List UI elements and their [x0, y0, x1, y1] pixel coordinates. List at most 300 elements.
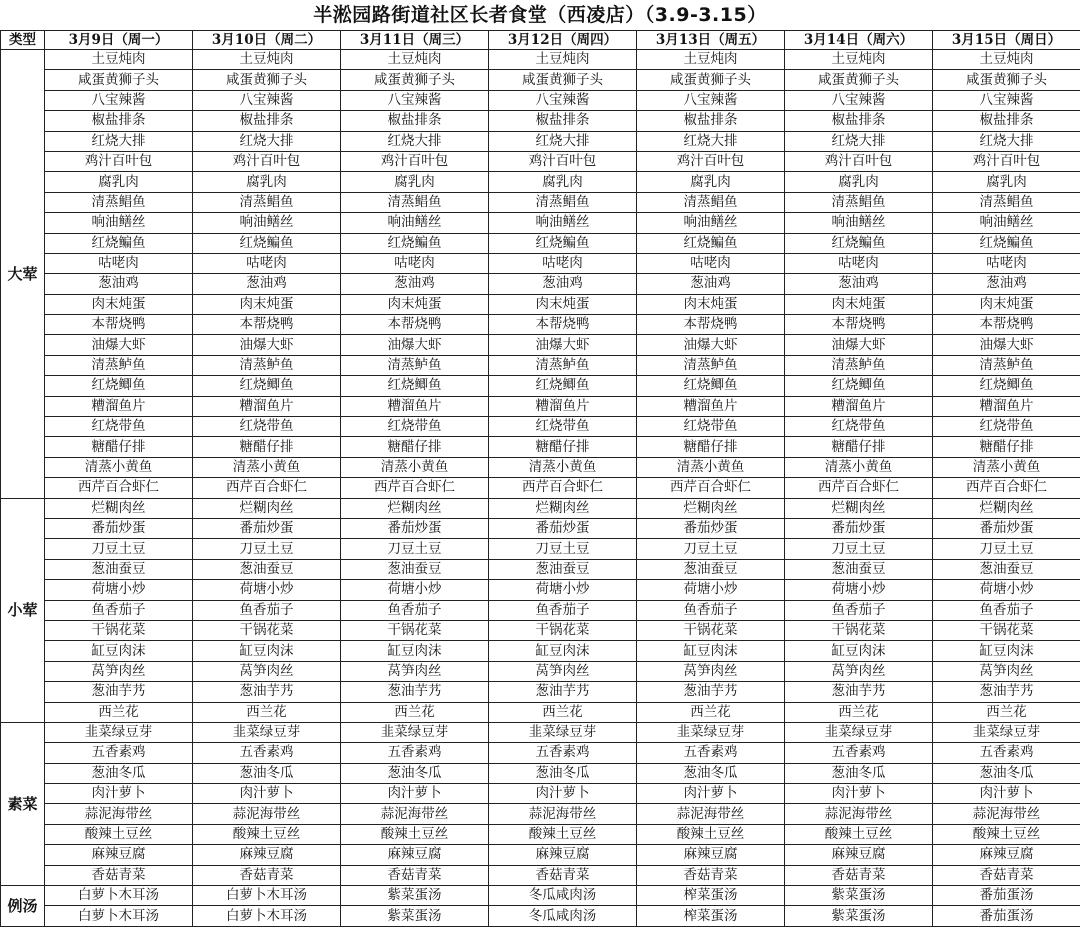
dish-cell: 肉末炖蛋: [489, 294, 637, 314]
dish-cell: 鸡汁百叶包: [933, 151, 1080, 171]
dish-cell: 蒜泥海带丝: [341, 804, 489, 824]
category-cell: 小荤: [1, 498, 45, 722]
dish-cell: 清蒸鲳鱼: [933, 192, 1080, 212]
dish-cell: 红烧鳊鱼: [45, 233, 193, 253]
dish-cell: 咕咾肉: [489, 253, 637, 273]
dish-cell: 五香素鸡: [341, 743, 489, 763]
dish-cell: 红烧鳊鱼: [785, 233, 933, 253]
dish-cell: 鸡汁百叶包: [341, 151, 489, 171]
table-row: [1, 702, 1080, 722]
dish-cell: 红烧带鱼: [785, 417, 933, 437]
dish-cell: 八宝辣酱: [45, 90, 193, 110]
dish-cell: 肉末炖蛋: [785, 294, 933, 314]
dish-cell: 腐乳肉: [193, 172, 341, 192]
dish-cell: 麻辣豆腐: [785, 845, 933, 865]
header-day: 3月10日（周二）: [193, 31, 341, 50]
dish-cell: 咸蛋黄狮子头: [193, 70, 341, 90]
dish-cell: 香菇青菜: [489, 865, 637, 885]
dish-cell: 油爆大虾: [341, 335, 489, 355]
category-cell: 例汤: [1, 886, 45, 927]
dish-cell: 蒜泥海带丝: [785, 804, 933, 824]
dish-cell: 清蒸鲈鱼: [45, 355, 193, 375]
table-row: [1, 151, 1080, 171]
dish-cell: 番茄炒蛋: [45, 518, 193, 538]
dish-cell: 香菇青菜: [341, 865, 489, 885]
table-row: [1, 886, 1080, 906]
dish-cell: 椒盐排条: [489, 111, 637, 131]
dish-cell: 糟溜鱼片: [341, 396, 489, 416]
dish-cell: 咕咾肉: [785, 253, 933, 273]
dish-cell: 缸豆肉沫: [785, 641, 933, 661]
dish-cell: 缸豆肉沫: [933, 641, 1080, 661]
dish-cell: 红烧大排: [45, 131, 193, 151]
table-row: [1, 845, 1080, 865]
dish-cell: 葱油芋艿: [193, 682, 341, 702]
dish-cell: 肉汁萝卜: [933, 784, 1080, 804]
header-row: [1, 31, 1080, 50]
dish-cell: 西兰花: [637, 702, 785, 722]
dish-cell: 西兰花: [341, 702, 489, 722]
dish-cell: 蒜泥海带丝: [637, 804, 785, 824]
dish-cell: 红烧鲫鱼: [193, 376, 341, 396]
table-row: [1, 213, 1080, 233]
dish-cell: 八宝辣酱: [933, 90, 1080, 110]
dish-cell: 蒜泥海带丝: [489, 804, 637, 824]
dish-cell: 八宝辣酱: [341, 90, 489, 110]
dish-cell: 肉汁萝卜: [785, 784, 933, 804]
table-row: [1, 661, 1080, 681]
dish-cell: 鱼香茄子: [933, 600, 1080, 620]
dish-cell: 紫菜蛋汤: [785, 906, 933, 926]
dish-cell: 五香素鸡: [45, 743, 193, 763]
dish-cell: 蒜泥海带丝: [45, 804, 193, 824]
dish-cell: 鱼香茄子: [637, 600, 785, 620]
dish-cell: 荷塘小炒: [637, 580, 785, 600]
page-title: 半淞园路街道社区长者食堂（西凌店）（3.9-3.15）: [313, 4, 767, 26]
dish-cell: 白萝卜木耳汤: [45, 886, 193, 906]
dish-cell: 腐乳肉: [341, 172, 489, 192]
dish-cell: 清蒸小黄鱼: [785, 457, 933, 477]
dish-cell: 腐乳肉: [933, 172, 1080, 192]
dish-cell: 红烧鲫鱼: [933, 376, 1080, 396]
dish-cell: 葱油蚕豆: [933, 559, 1080, 579]
dish-cell: 麻辣豆腐: [193, 845, 341, 865]
table-row: [1, 274, 1080, 294]
dish-cell: 香菇青菜: [933, 865, 1080, 885]
dish-cell: 番茄炒蛋: [489, 518, 637, 538]
dish-cell: 椒盐排条: [933, 111, 1080, 131]
dish-cell: 清蒸小黄鱼: [489, 457, 637, 477]
table-row: [1, 518, 1080, 538]
dish-cell: 莴笋肉丝: [341, 661, 489, 681]
dish-cell: 油爆大虾: [489, 335, 637, 355]
dish-cell: 韭菜绿豆芽: [637, 722, 785, 742]
table-row: [1, 417, 1080, 437]
dish-cell: 蒜泥海带丝: [933, 804, 1080, 824]
dish-cell: 本帮烧鸭: [45, 315, 193, 335]
dish-cell: 红烧鲫鱼: [45, 376, 193, 396]
dish-cell: 八宝辣酱: [489, 90, 637, 110]
dish-cell: 鸡汁百叶包: [637, 151, 785, 171]
dish-cell: 番茄炒蛋: [785, 518, 933, 538]
dish-cell: 刀豆土豆: [933, 539, 1080, 559]
dish-cell: 葱油蚕豆: [341, 559, 489, 579]
dish-cell: 腐乳肉: [489, 172, 637, 192]
dish-cell: 葱油芋艿: [45, 682, 193, 702]
dish-cell: 土豆炖肉: [341, 50, 489, 70]
dish-cell: 葱油冬瓜: [489, 763, 637, 783]
dish-cell: 莴笋肉丝: [637, 661, 785, 681]
dish-cell: 咸蛋黄狮子头: [785, 70, 933, 90]
dish-cell: 糟溜鱼片: [489, 396, 637, 416]
dish-cell: 响油鳝丝: [933, 213, 1080, 233]
dish-cell: 葱油鸡: [341, 274, 489, 294]
dish-cell: 土豆炖肉: [45, 50, 193, 70]
dish-cell: 西兰花: [489, 702, 637, 722]
dish-cell: 烂糊肉丝: [45, 498, 193, 518]
dish-cell: 本帮烧鸭: [193, 315, 341, 335]
dish-cell: 红烧鲫鱼: [785, 376, 933, 396]
dish-cell: 糟溜鱼片: [933, 396, 1080, 416]
dish-cell: 肉末炖蛋: [341, 294, 489, 314]
table-row: [1, 233, 1080, 253]
dish-cell: 白萝卜木耳汤: [193, 906, 341, 926]
dish-cell: 椒盐排条: [45, 111, 193, 131]
dish-cell: 清蒸鲈鱼: [637, 355, 785, 375]
dish-cell: 红烧大排: [637, 131, 785, 151]
dish-cell: 咸蛋黄狮子头: [933, 70, 1080, 90]
dish-cell: 冬瓜咸肉汤: [489, 906, 637, 926]
dish-cell: 响油鳝丝: [341, 213, 489, 233]
table-row: [1, 784, 1080, 804]
dish-cell: 红烧鲫鱼: [489, 376, 637, 396]
dish-cell: 葱油蚕豆: [785, 559, 933, 579]
dish-cell: 莴笋肉丝: [193, 661, 341, 681]
dish-cell: 红烧带鱼: [637, 417, 785, 437]
dish-cell: 刀豆土豆: [45, 539, 193, 559]
dish-cell: 腐乳肉: [45, 172, 193, 192]
dish-cell: 油爆大虾: [637, 335, 785, 355]
dish-cell: 酸辣土豆丝: [341, 824, 489, 844]
dish-cell: 冬瓜咸肉汤: [489, 886, 637, 906]
dish-cell: 酸辣土豆丝: [489, 824, 637, 844]
dish-cell: 韭菜绿豆芽: [489, 722, 637, 742]
dish-cell: 紫菜蛋汤: [341, 886, 489, 906]
dish-cell: 五香素鸡: [489, 743, 637, 763]
dish-cell: 响油鳝丝: [45, 213, 193, 233]
dish-cell: 肉汁萝卜: [637, 784, 785, 804]
dish-cell: 烂糊肉丝: [341, 498, 489, 518]
dish-cell: 椒盐排条: [341, 111, 489, 131]
dish-cell: 清蒸鲈鱼: [785, 355, 933, 375]
dish-cell: 八宝辣酱: [785, 90, 933, 110]
table-row: [1, 824, 1080, 844]
dish-cell: 白萝卜木耳汤: [193, 886, 341, 906]
dish-cell: 韭菜绿豆芽: [45, 722, 193, 742]
dish-cell: 荷塘小炒: [45, 580, 193, 600]
dish-cell: 红烧鳊鱼: [489, 233, 637, 253]
table-row: [1, 600, 1080, 620]
dish-cell: 白萝卜木耳汤: [45, 906, 193, 926]
dish-cell: 红烧大排: [785, 131, 933, 151]
dish-cell: 西芹百合虾仁: [785, 478, 933, 498]
header-day: 3月12日（周四）: [489, 31, 637, 50]
dish-cell: 刀豆土豆: [785, 539, 933, 559]
table-row: [1, 763, 1080, 783]
dish-cell: 糟溜鱼片: [193, 396, 341, 416]
header-day: 3月14日（周六）: [785, 31, 933, 50]
dish-cell: 土豆炖肉: [933, 50, 1080, 70]
dish-cell: 西兰花: [45, 702, 193, 722]
dish-cell: 清蒸鲳鱼: [193, 192, 341, 212]
header-day: 3月13日（周五）: [637, 31, 785, 50]
dish-cell: 糖醋仔排: [933, 437, 1080, 457]
dish-cell: 香菇青菜: [785, 865, 933, 885]
dish-cell: 葱油芋艿: [933, 682, 1080, 702]
dish-cell: 鱼香茄子: [45, 600, 193, 620]
dish-cell: 刀豆土豆: [193, 539, 341, 559]
dish-cell: 葱油鸡: [489, 274, 637, 294]
dish-cell: 莴笋肉丝: [45, 661, 193, 681]
dish-cell: 紫菜蛋汤: [785, 886, 933, 906]
dish-cell: 糖醋仔排: [193, 437, 341, 457]
dish-cell: 干锅花菜: [489, 620, 637, 640]
dish-cell: 油爆大虾: [45, 335, 193, 355]
dish-cell: 番茄炒蛋: [933, 518, 1080, 538]
dish-cell: 麻辣豆腐: [45, 845, 193, 865]
dish-cell: 红烧大排: [933, 131, 1080, 151]
dish-cell: 烂糊肉丝: [785, 498, 933, 518]
table-row: [1, 559, 1080, 579]
dish-cell: 刀豆土豆: [489, 539, 637, 559]
dish-cell: 咕咾肉: [933, 253, 1080, 273]
dish-cell: 红烧鲫鱼: [637, 376, 785, 396]
menu-table: [0, 30, 1080, 927]
dish-cell: 清蒸鲳鱼: [489, 192, 637, 212]
table-row: [1, 457, 1080, 477]
table-row: [1, 70, 1080, 90]
dish-cell: 番茄炒蛋: [193, 518, 341, 538]
dish-cell: 清蒸小黄鱼: [193, 457, 341, 477]
dish-cell: 烂糊肉丝: [193, 498, 341, 518]
dish-cell: 番茄炒蛋: [637, 518, 785, 538]
dish-cell: 西兰花: [193, 702, 341, 722]
dish-cell: 西芹百合虾仁: [489, 478, 637, 498]
dish-cell: 土豆炖肉: [637, 50, 785, 70]
dish-cell: 酸辣土豆丝: [637, 824, 785, 844]
dish-cell: 葱油鸡: [785, 274, 933, 294]
table-row: [1, 682, 1080, 702]
dish-cell: 蒜泥海带丝: [193, 804, 341, 824]
dish-cell: 烂糊肉丝: [489, 498, 637, 518]
dish-cell: 咸蛋黄狮子头: [637, 70, 785, 90]
dish-cell: 腐乳肉: [637, 172, 785, 192]
dish-cell: 番茄炒蛋: [341, 518, 489, 538]
dish-cell: 红烧大排: [193, 131, 341, 151]
dish-cell: 清蒸鲈鱼: [933, 355, 1080, 375]
dish-cell: 清蒸鲈鱼: [341, 355, 489, 375]
dish-cell: 葱油冬瓜: [193, 763, 341, 783]
dish-cell: 酸辣土豆丝: [193, 824, 341, 844]
dish-cell: 响油鳝丝: [637, 213, 785, 233]
header-type: 类型: [1, 31, 45, 50]
dish-cell: 葱油冬瓜: [785, 763, 933, 783]
dish-cell: 椒盐排条: [785, 111, 933, 131]
dish-cell: 油爆大虾: [785, 335, 933, 355]
dish-cell: 葱油冬瓜: [341, 763, 489, 783]
dish-cell: 鱼香茄子: [193, 600, 341, 620]
dish-cell: 糖醋仔排: [637, 437, 785, 457]
header-day: 3月11日（周三）: [341, 31, 489, 50]
category-cell: 素菜: [1, 722, 45, 885]
dish-cell: 响油鳝丝: [489, 213, 637, 233]
table-row: [1, 478, 1080, 498]
dish-cell: 干锅花菜: [193, 620, 341, 640]
dish-cell: 莴笋肉丝: [785, 661, 933, 681]
dish-cell: 肉末炖蛋: [933, 294, 1080, 314]
dish-cell: 肉末炖蛋: [193, 294, 341, 314]
table-row: [1, 172, 1080, 192]
dish-cell: 肉汁萝卜: [341, 784, 489, 804]
dish-cell: 刀豆土豆: [341, 539, 489, 559]
dish-cell: 葱油芋艿: [489, 682, 637, 702]
table-row: [1, 580, 1080, 600]
table-row: [1, 722, 1080, 742]
dish-cell: 鸡汁百叶包: [785, 151, 933, 171]
dish-cell: 糖醋仔排: [489, 437, 637, 457]
dish-cell: 红烧带鱼: [193, 417, 341, 437]
dish-cell: 荷塘小炒: [933, 580, 1080, 600]
table-row: [1, 906, 1080, 926]
dish-cell: 土豆炖肉: [489, 50, 637, 70]
dish-cell: 缸豆肉沫: [45, 641, 193, 661]
dish-cell: 干锅花菜: [637, 620, 785, 640]
dish-cell: 糟溜鱼片: [785, 396, 933, 416]
dish-cell: 咕咾肉: [637, 253, 785, 273]
dish-cell: 荷塘小炒: [489, 580, 637, 600]
dish-cell: 椒盐排条: [193, 111, 341, 131]
table-row: [1, 90, 1080, 110]
dish-cell: 干锅花菜: [341, 620, 489, 640]
dish-cell: 荷塘小炒: [193, 580, 341, 600]
table-row: [1, 376, 1080, 396]
dish-cell: 咸蛋黄狮子头: [489, 70, 637, 90]
table-row: [1, 355, 1080, 375]
dish-cell: 荷塘小炒: [341, 580, 489, 600]
header-day: 3月15日（周日）: [933, 31, 1080, 50]
dish-cell: 五香素鸡: [637, 743, 785, 763]
dish-cell: 红烧带鱼: [489, 417, 637, 437]
dish-cell: 红烧鳊鱼: [637, 233, 785, 253]
dish-cell: 清蒸鲳鱼: [45, 192, 193, 212]
dish-cell: 八宝辣酱: [637, 90, 785, 110]
dish-cell: 八宝辣酱: [193, 90, 341, 110]
dish-cell: 西芹百合虾仁: [193, 478, 341, 498]
dish-cell: 清蒸鲳鱼: [637, 192, 785, 212]
category-cell: 大荤: [1, 50, 45, 499]
dish-cell: 烂糊肉丝: [933, 498, 1080, 518]
dish-cell: 缸豆肉沫: [637, 641, 785, 661]
table-row: [1, 50, 1080, 70]
dish-cell: 清蒸鲳鱼: [341, 192, 489, 212]
dish-cell: 清蒸鲈鱼: [193, 355, 341, 375]
dish-cell: 清蒸小黄鱼: [637, 457, 785, 477]
dish-cell: 肉末炖蛋: [637, 294, 785, 314]
dish-cell: 腐乳肉: [785, 172, 933, 192]
dish-cell: 鱼香茄子: [785, 600, 933, 620]
dish-cell: 咕咾肉: [341, 253, 489, 273]
dish-cell: 西芹百合虾仁: [933, 478, 1080, 498]
dish-cell: 糖醋仔排: [785, 437, 933, 457]
dish-cell: 韭菜绿豆芽: [933, 722, 1080, 742]
dish-cell: 烂糊肉丝: [637, 498, 785, 518]
dish-cell: 紫菜蛋汤: [341, 906, 489, 926]
table-row: [1, 315, 1080, 335]
dish-cell: 鱼香茄子: [489, 600, 637, 620]
dish-cell: 红烧鳊鱼: [341, 233, 489, 253]
dish-cell: 干锅花菜: [785, 620, 933, 640]
dish-cell: 西芹百合虾仁: [45, 478, 193, 498]
dish-cell: 红烧大排: [341, 131, 489, 151]
dish-cell: 本帮烧鸭: [933, 315, 1080, 335]
dish-cell: 西兰花: [933, 702, 1080, 722]
dish-cell: 清蒸小黄鱼: [45, 457, 193, 477]
dish-cell: 肉汁萝卜: [489, 784, 637, 804]
dish-cell: 清蒸小黄鱼: [933, 457, 1080, 477]
dish-cell: 油爆大虾: [933, 335, 1080, 355]
dish-cell: 韭菜绿豆芽: [193, 722, 341, 742]
dish-cell: 韭菜绿豆芽: [341, 722, 489, 742]
dish-cell: 肉汁萝卜: [45, 784, 193, 804]
dish-cell: 糟溜鱼片: [637, 396, 785, 416]
dish-cell: 榨菜蛋汤: [637, 886, 785, 906]
dish-cell: 葱油冬瓜: [637, 763, 785, 783]
dish-cell: 葱油蚕豆: [45, 559, 193, 579]
dish-cell: 葱油蚕豆: [637, 559, 785, 579]
table-row: [1, 539, 1080, 559]
dish-cell: 葱油蚕豆: [193, 559, 341, 579]
dish-cell: 酸辣土豆丝: [45, 824, 193, 844]
dish-cell: 清蒸小黄鱼: [341, 457, 489, 477]
dish-cell: 葱油鸡: [933, 274, 1080, 294]
dish-cell: 鱼香茄子: [341, 600, 489, 620]
dish-cell: 韭菜绿豆芽: [785, 722, 933, 742]
dish-cell: 本帮烧鸭: [341, 315, 489, 335]
dish-cell: 鸡汁百叶包: [193, 151, 341, 171]
table-row: [1, 865, 1080, 885]
dish-cell: 红烧大排: [489, 131, 637, 151]
dish-cell: 红烧鳊鱼: [933, 233, 1080, 253]
dish-cell: 葱油芋艿: [637, 682, 785, 702]
dish-cell: 香菇青菜: [637, 865, 785, 885]
dish-cell: 麻辣豆腐: [341, 845, 489, 865]
dish-cell: 五香素鸡: [933, 743, 1080, 763]
dish-cell: 葱油冬瓜: [45, 763, 193, 783]
dish-cell: 葱油鸡: [193, 274, 341, 294]
dish-cell: 清蒸鲈鱼: [489, 355, 637, 375]
dish-cell: 红烧带鱼: [933, 417, 1080, 437]
table-row: [1, 437, 1080, 457]
dish-cell: 缸豆肉沫: [341, 641, 489, 661]
table-row: [1, 192, 1080, 212]
dish-cell: 西芹百合虾仁: [637, 478, 785, 498]
dish-cell: 葱油芋艿: [785, 682, 933, 702]
dish-cell: 番茄蛋汤: [933, 906, 1080, 926]
dish-cell: 莴笋肉丝: [489, 661, 637, 681]
dish-cell: 香菇青菜: [45, 865, 193, 885]
dish-cell: 西芹百合虾仁: [341, 478, 489, 498]
table-row: [1, 641, 1080, 661]
